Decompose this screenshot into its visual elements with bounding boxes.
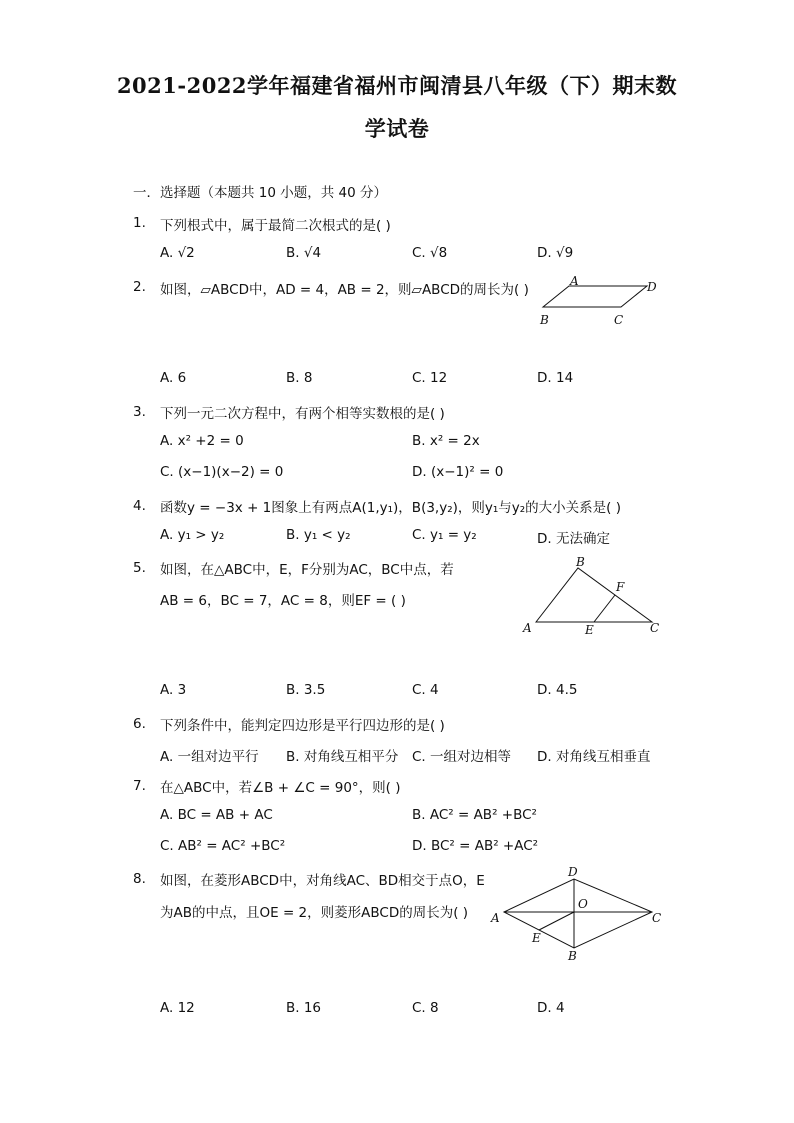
question-text-line2: AB = 6，BC = 7，AC = 8，则EF = ( ) bbox=[160, 593, 406, 609]
option-c: C. y₁ = y₂ bbox=[412, 527, 477, 543]
rhombus-figure bbox=[488, 864, 668, 964]
option-c: C. 12 bbox=[412, 370, 448, 386]
label-b: B bbox=[576, 555, 585, 569]
option-b: B. x² = 2x bbox=[412, 433, 480, 449]
label-a: A bbox=[491, 911, 500, 925]
question-text: 如图，在△ABC中，E，F分别为AC，BC中点，若 bbox=[160, 562, 454, 578]
option-a: A. BC = AB + AC bbox=[160, 807, 273, 823]
label-o: O bbox=[578, 897, 588, 911]
question-number: 6. bbox=[133, 716, 146, 732]
question-number: 7. bbox=[133, 778, 146, 794]
label-e: E bbox=[532, 931, 541, 945]
option-d: D. 对角线互相垂直 bbox=[537, 749, 651, 765]
option-d: D. 4 bbox=[537, 1000, 565, 1016]
option-a: A. 一组对边平行 bbox=[160, 749, 259, 765]
question-text: 如图，▱ABCD中，AD = 4，AB = 2，则▱ABCD的周长为( ) bbox=[160, 282, 529, 298]
label-d: D bbox=[568, 865, 578, 879]
option-a: A. x² +2 = 0 bbox=[160, 433, 244, 449]
option-b: B. 8 bbox=[286, 370, 313, 386]
label-c: C bbox=[650, 621, 660, 635]
option-c: C. √8 bbox=[412, 245, 448, 261]
option-b: B. AC² = AB² +BC² bbox=[412, 807, 537, 823]
question-text: 下列一元二次方程中，有两个相等实数根的是( ) bbox=[160, 406, 445, 422]
label-f: F bbox=[616, 580, 625, 594]
rhombus-shape bbox=[504, 879, 652, 948]
label-a: A bbox=[523, 621, 532, 635]
label-b: B bbox=[540, 313, 549, 327]
option-c: C. 4 bbox=[412, 682, 439, 698]
triangle-shape bbox=[536, 568, 652, 622]
option-d: D. 14 bbox=[537, 370, 574, 386]
label-c: C bbox=[652, 911, 662, 925]
option-d: D. 4.5 bbox=[537, 682, 578, 698]
option-d: D. 无法确定 bbox=[537, 531, 610, 547]
option-c: C. 8 bbox=[412, 1000, 439, 1016]
option-c: C. AB² = AC² +BC² bbox=[160, 838, 286, 854]
question-text: 下列条件中，能判定四边形是平行四边形的是( ) bbox=[160, 718, 445, 734]
question-number: 8. bbox=[133, 871, 146, 887]
option-b: B. 3.5 bbox=[286, 682, 326, 698]
question-number: 4. bbox=[133, 498, 146, 514]
question-number: 1. bbox=[133, 215, 146, 231]
option-a: A. √2 bbox=[160, 245, 195, 261]
option-b: B. 对角线互相平分 bbox=[286, 749, 399, 765]
option-d: D. √9 bbox=[537, 245, 574, 261]
label-e: E bbox=[585, 623, 594, 637]
question-text: 如图，在菱形ABCD中，对角线AC、BD相交于点O，E bbox=[160, 873, 485, 889]
question-text: 下列根式中，属于最简二次根式的是( ) bbox=[160, 218, 391, 234]
exam-title-line2: 学试卷 bbox=[364, 116, 430, 141]
parallelogram-figure bbox=[530, 273, 665, 331]
option-b: B. √4 bbox=[286, 245, 322, 261]
option-d: D. (x−1)² = 0 bbox=[412, 464, 504, 480]
option-a: A. 6 bbox=[160, 370, 187, 386]
question-text: 函数y = −3x + 1图象上有两点A(1,y₁)，B(3,y₂)，则y₁与y₂的大小关系是( ) bbox=[160, 500, 622, 516]
segment-oe bbox=[539, 912, 574, 930]
option-c: C. (x−1)(x−2) = 0 bbox=[160, 464, 284, 480]
label-c: C bbox=[614, 313, 624, 327]
label-b: B bbox=[568, 949, 577, 963]
option-a: A. 12 bbox=[160, 1000, 195, 1016]
section-heading: 一．选择题（本题共 10 小题，共 40 分） bbox=[133, 185, 388, 201]
option-a: A. y₁ > y₂ bbox=[160, 527, 225, 543]
question-text-line2: 为AB的中点，且OE = 2，则菱形ABCD的周长为( ) bbox=[160, 905, 469, 921]
option-d: D. BC² = AB² +AC² bbox=[412, 838, 539, 854]
option-b: B. 16 bbox=[286, 1000, 322, 1016]
midline-ef bbox=[594, 595, 615, 622]
triangle-figure bbox=[518, 552, 668, 640]
question-number: 5. bbox=[133, 560, 146, 576]
question-text: 在△ABC中，若∠B + ∠C = 90°，则( ) bbox=[160, 780, 401, 796]
question-number: 2. bbox=[133, 279, 146, 295]
question-number: 3. bbox=[133, 404, 146, 420]
label-a: A bbox=[570, 274, 579, 288]
exam-title-line1: 2021-2022学年福建省福州市闽清县八年级（下）期末数 bbox=[116, 73, 678, 98]
parallelogram-shape bbox=[543, 286, 647, 307]
option-a: A. 3 bbox=[160, 682, 187, 698]
option-b: B. y₁ < y₂ bbox=[286, 527, 351, 543]
option-c: C. 一组对边相等 bbox=[412, 749, 512, 765]
label-d: D bbox=[647, 280, 657, 294]
